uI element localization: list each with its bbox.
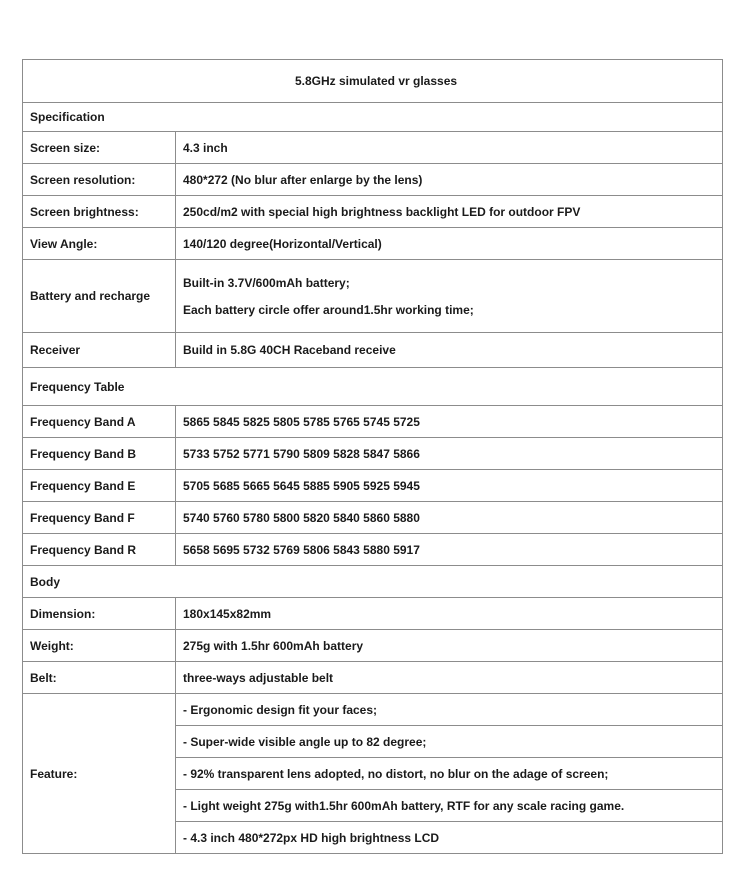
row-value: 5740 5760 5780 5800 5820 5840 5860 5880 <box>176 502 723 534</box>
row-value: Build in 5.8G 40CH Raceband receive <box>176 333 723 368</box>
spec-table <box>22 59 723 854</box>
row-label: Frequency Band R <box>23 534 176 566</box>
row-label: Screen size: <box>23 132 176 164</box>
page-title: 5.8GHz simulated vr glasses <box>23 60 723 103</box>
table-row <box>23 132 723 164</box>
row-label: Screen resolution: <box>23 164 176 196</box>
row-label: Frequency Band A <box>23 406 176 438</box>
row-label: Screen brightness: <box>23 196 176 228</box>
row-label: Battery and recharge <box>23 260 176 333</box>
row-label: Dimension: <box>23 598 176 630</box>
battery-line: Built-in 3.7V/600mAh battery; <box>183 275 350 290</box>
row-value: three-ways adjustable belt <box>176 662 723 694</box>
table-row <box>23 502 723 534</box>
row-label: Belt: <box>23 662 176 694</box>
section-row <box>23 566 723 598</box>
section-row <box>23 103 723 132</box>
table-row <box>23 406 723 438</box>
feature-label: Feature: <box>23 694 176 854</box>
feature-item: - Super-wide visible angle up to 82 degree; <box>176 726 723 758</box>
section-frequency-table: Frequency Table <box>23 368 723 406</box>
table-row <box>23 228 723 260</box>
row-value: 5733 5752 5771 5790 5809 5828 5847 5866 <box>176 438 723 470</box>
table-row <box>23 164 723 196</box>
feature-item: - 92% transparent lens adopted, no distort, no blur on the adage of screen; <box>176 758 723 790</box>
row-label: Frequency Band B <box>23 438 176 470</box>
table-row <box>23 333 723 368</box>
title-row <box>23 60 723 103</box>
row-value: 5705 5685 5665 5645 5885 5905 5925 5945 <box>176 470 723 502</box>
row-value: 480*272 (No blur after enlarge by the lens) <box>176 164 723 196</box>
table-row <box>23 196 723 228</box>
section-body: Body <box>23 566 723 598</box>
section-row <box>23 368 723 406</box>
row-label: Weight: <box>23 630 176 662</box>
row-label: Receiver <box>23 333 176 368</box>
row-label: View Angle: <box>23 228 176 260</box>
row-value <box>176 260 723 333</box>
row-value: 5658 5695 5732 5769 5806 5843 5880 5917 <box>176 534 723 566</box>
table-row <box>23 470 723 502</box>
row-value: 4.3 inch <box>176 132 723 164</box>
row-value: 250cd/m2 with special high brightness backlight LED for outdoor FPV <box>176 196 723 228</box>
row-value: 5865 5845 5825 5805 5785 5765 5745 5725 <box>176 406 723 438</box>
section-specification: Specification <box>23 103 723 132</box>
table-row <box>23 630 723 662</box>
row-value: 275g with 1.5hr 600mAh battery <box>176 630 723 662</box>
battery-line: Each battery circle offer around1.5hr working time; <box>183 302 474 317</box>
table-row <box>23 534 723 566</box>
feature-item: - 4.3 inch 480*272px HD high brightness LCD <box>176 822 723 854</box>
feature-row <box>23 694 723 726</box>
feature-item: - Ergonomic design fit your faces; <box>176 694 723 726</box>
feature-item: - Light weight 275g with1.5hr 600mAh battery, RTF for any scale racing game. <box>176 790 723 822</box>
table-row <box>23 438 723 470</box>
row-label: Frequency Band E <box>23 470 176 502</box>
row-label: Frequency Band F <box>23 502 176 534</box>
table-row <box>23 662 723 694</box>
row-value: 140/120 degree(Horizontal/Vertical) <box>176 228 723 260</box>
table-row <box>23 260 723 333</box>
table-row <box>23 598 723 630</box>
row-value: 180x145x82mm <box>176 598 723 630</box>
